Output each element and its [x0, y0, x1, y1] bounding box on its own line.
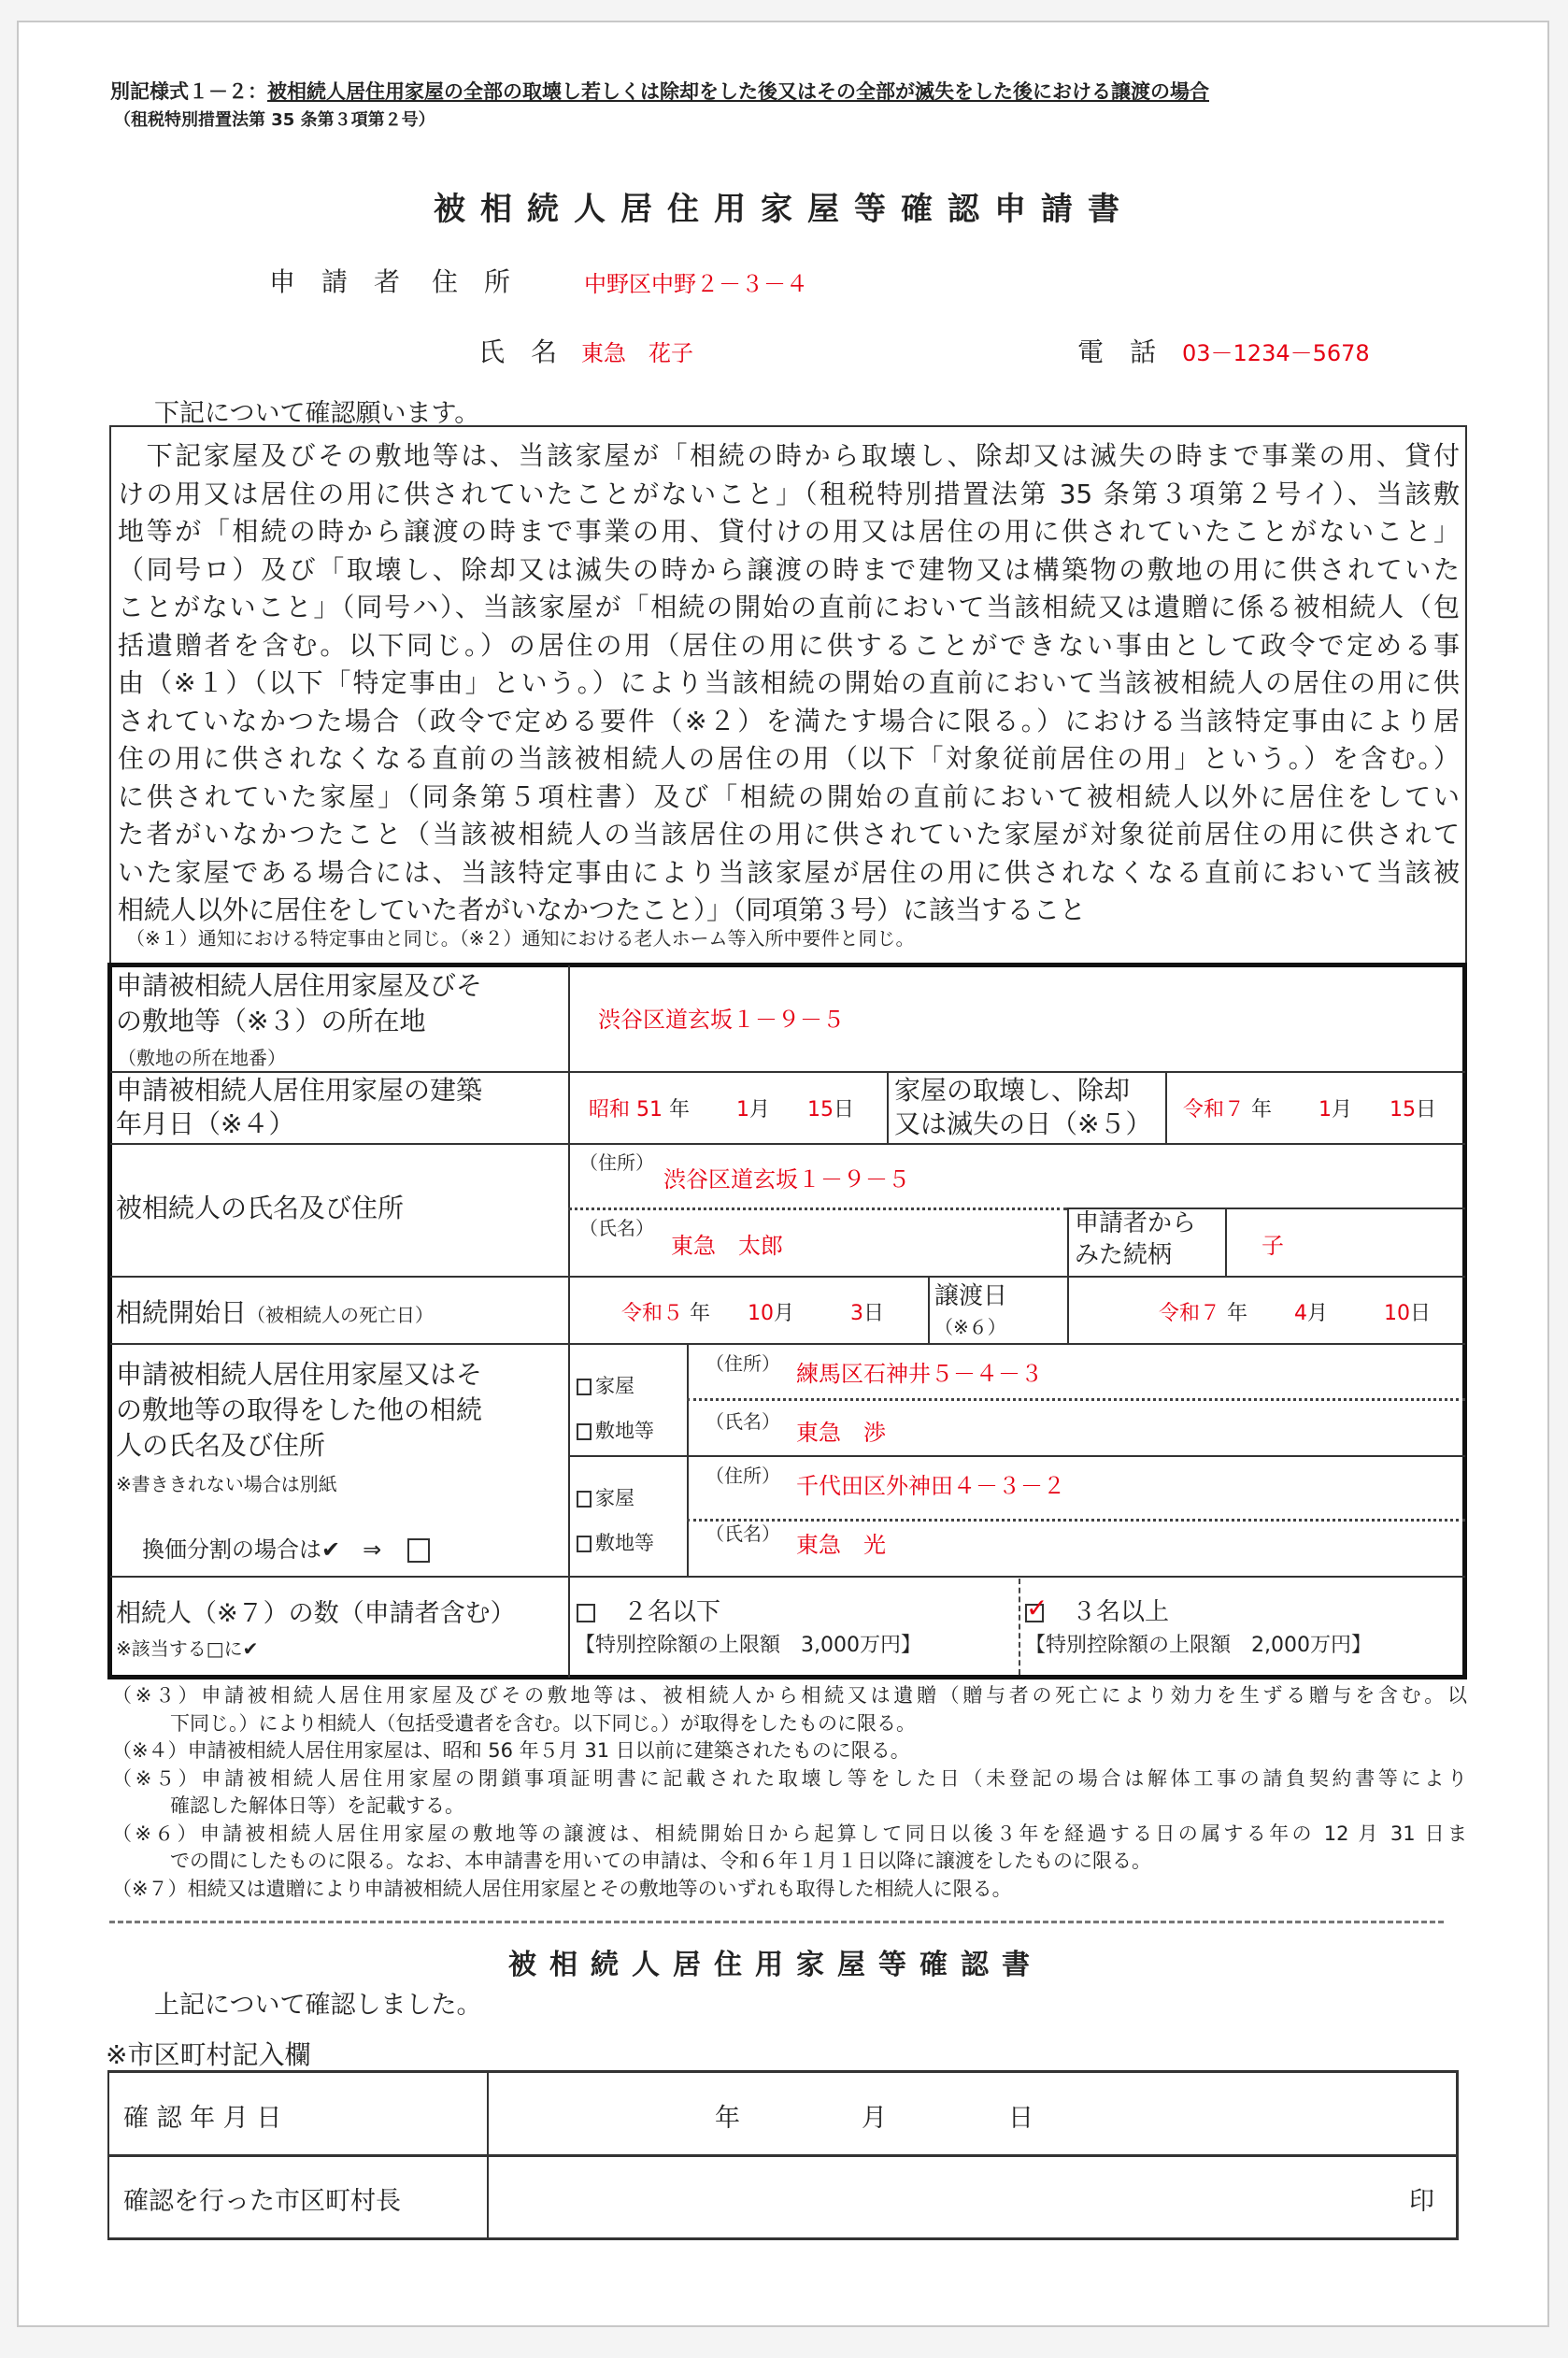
- confirmation-title: 被相続人居住用家屋等確認書: [508, 1949, 1043, 1981]
- heirs-count-note: ※該当する□に✔: [116, 1637, 259, 1660]
- land-checkbox[interactable]: 敷地等: [577, 1416, 654, 1444]
- start-date[interactable]: 令和５ 年 10月 3日: [621, 1302, 885, 1325]
- statement-line: 由（※１）（以下「特定事由」という。）により当該相続の開始の直前において当該被相続人の居住の用に供: [118, 667, 1460, 698]
- checked-checkbox[interactable]: [1025, 1592, 1048, 1623]
- mayor-label: 確認を行った市区町村長: [123, 2187, 401, 2216]
- form-case: 被相続人居住用家屋の全部の取壊し若しくは除却をした後又はその全部が滅失をした後における譲渡の場合: [267, 80, 1209, 103]
- decedent-address[interactable]: 渋谷区道玄坂１－９－５: [663, 1166, 910, 1193]
- checkmark-icon: ✓: [1026, 1592, 1048, 1623]
- demolish-date[interactable]: 令和７ 年 1月 15日: [1183, 1098, 1437, 1122]
- other-heir-name[interactable]: 東急 光: [796, 1532, 886, 1558]
- location-label: の敷地等（※３）の所在地: [116, 1006, 426, 1036]
- other-heirs-note: ※書ききれない場合は別紙: [116, 1473, 337, 1495]
- other-heir-address[interactable]: 練馬区石神井５－４－３: [796, 1361, 1043, 1387]
- statement-line: 相続人以外に居住をしていた者がいなかつたこと）」（同項第３号）に該当すること: [118, 894, 1087, 925]
- other-heirs-label: の敷地等の取得をした他の相続: [116, 1394, 483, 1425]
- applicant-label: 申 請 者: [269, 266, 401, 297]
- page-title: 被相続人居住用家屋等確認申請書: [434, 191, 1134, 228]
- exchange-division-checkbox[interactable]: [407, 1538, 430, 1563]
- property-location[interactable]: 渋谷区道玄坂１－９－５: [598, 1007, 845, 1033]
- name-label: 氏 名: [478, 336, 558, 367]
- option-three-or-more[interactable]: ✓ ３名以上: [1026, 1592, 1170, 1626]
- demolish-date-label: 又は滅失の日（※５）: [894, 1108, 1152, 1139]
- demolish-date-label: 家屋の取壊し、除却: [894, 1075, 1131, 1106]
- other-heirs-label: 申請被相続人居住用家屋又はそ: [116, 1359, 483, 1390]
- confirmation-date-field[interactable]: 年 月 日: [715, 2104, 1033, 2133]
- statement-line: ことがないこと」（同号ハ）、当該家屋が「相続の開始の直前において当該相続又は遺贈に係る被相続人（包: [118, 592, 1460, 622]
- statement-line: た者がいなかつたこと（当該被相続人の当該居住の用に供されていた家屋が対象従前居住の用に供されて: [118, 819, 1460, 850]
- decedent-label: 被相続人の氏名及び住所: [116, 1193, 405, 1223]
- statement-note: （※１）通知における特定事由と同じ。（※２）通知における老人ホーム等入所中要件と同じ。: [126, 927, 915, 950]
- applicant-phone[interactable]: 03－1234－5678: [1182, 340, 1370, 366]
- built-date-label: 申請被相続人居住用家屋の建築: [116, 1075, 483, 1106]
- statement-line: けの用又は居住の用に供されていたことがないこと」（租税特別措置法第 35 条第３項第２号イ）、当該敷: [118, 478, 1460, 509]
- option-two-or-less[interactable]: ２名以下: [577, 1593, 720, 1627]
- checkbox[interactable]: [577, 1604, 595, 1622]
- seal-mark: 印: [1409, 2187, 1434, 2216]
- footnote-line: （※４）申請被相続人居住用家屋は、昭和 56 年５月 31 日以前に建築されたものに限る。: [112, 1739, 910, 1762]
- form-number: 別記様式１－２：: [110, 80, 267, 103]
- footnote-line: （※７）相続又は遺贈により申請被相続人居住用家屋とその敷地等のいずれも取得した相続人に限る。: [112, 1877, 1012, 1900]
- statement-line: いた家屋である場合には、当該特定事由により当該家屋が居住の用に供されなくなる直前において当該被: [118, 856, 1460, 888]
- applicant-name[interactable]: 東急 花子: [581, 340, 693, 366]
- form-heading: [110, 77, 1209, 105]
- heirs-count-label: 相続人（※７）の数（申請者含む）: [116, 1599, 516, 1628]
- relation-label: 申請者から みた続柄: [1075, 1209, 1197, 1269]
- applicant-address[interactable]: 中野区中野２－３－４: [584, 271, 808, 297]
- name-tag: （氏名）: [706, 1522, 780, 1545]
- footnote-line: （※３）申請被相続人居住用家屋及びその敷地等は、被相続人から相続又は遺贈（贈与者の死亡により効力を生ずる贈与を含む。以: [112, 1684, 1467, 1707]
- address-tag: （住所）: [706, 1352, 780, 1375]
- request-text: 下記について確認願います。: [154, 399, 480, 428]
- decedent-name[interactable]: 東急 太郎: [671, 1233, 783, 1259]
- footnotes: [112, 1682, 1467, 1903]
- location-sublabel: （敷地の所在地番）: [118, 1047, 286, 1069]
- land-checkbox[interactable]: 敷地等: [577, 1528, 654, 1556]
- name-tag: （氏名）: [706, 1410, 780, 1433]
- transfer-date[interactable]: 令和７ 年 4月 10日: [1159, 1302, 1432, 1325]
- transfer-date-note: （※６）: [934, 1316, 1006, 1338]
- other-heirs-label: 人の氏名及び住所: [116, 1430, 326, 1461]
- exchange-division: 換価分割の場合は✔ ⇒: [142, 1531, 434, 1564]
- footnote-line: （※６）申請被相続人居住用家屋の敷地等の譲渡は、相続開始日から起算して同日以後３年を経過する日の属する年の 12 月 31 日ま: [112, 1822, 1467, 1845]
- address-label: 住 所: [432, 266, 511, 297]
- start-date-label: 相続開始日（被相続人の死亡日）: [116, 1297, 435, 1328]
- option-two-or-less-limit: 【特別控除額の上限額 3,000万円】: [575, 1634, 921, 1657]
- phone-label: 電 話: [1077, 336, 1157, 367]
- law-reference: （租税特別措置法第 35 条第３項第２号）: [114, 110, 435, 130]
- location-label: 申請被相続人居住用家屋及びそ: [116, 970, 483, 1001]
- statement-line: 括遺贈者を含む。以下同じ。）の居住の用（居住の用に供することができない事由として政令で定める事: [118, 629, 1460, 661]
- footnote-line: （※５）申請被相続人居住用家屋の閉鎖事項証明書に記載された取壊し等をした日（未登記の場合は解体工事の請負契約書等により: [112, 1766, 1467, 1790]
- municipality-section-label: ※市区町村記入欄: [106, 2039, 311, 2070]
- built-date[interactable]: 昭和 51 年 1月 15日: [589, 1098, 855, 1122]
- other-heir-address[interactable]: 千代田区外神田４－３－２: [796, 1473, 1065, 1499]
- name-tag: （氏名）: [579, 1217, 654, 1239]
- footnote-line: 下同じ。）により相続人（包括受遺者を含む。以下同じ。）が取得をしたものに限る。: [170, 1711, 916, 1735]
- statement-line: 地等が「相続の時から譲渡の時まで事業の用、貸付けの用又は居住の用に供されていたことがないこと」: [118, 516, 1460, 547]
- house-checkbox[interactable]: 家屋: [577, 1483, 634, 1511]
- built-date-label: 年月日（※４）: [116, 1108, 295, 1139]
- confirmation-date-label: 確 認 年 月 日: [123, 2104, 282, 2133]
- footnote-line: 確認した解体日等）を記載する。: [170, 1794, 464, 1817]
- statement-line: 下記家屋及びその敷地等は、当該家屋が「相続の時から取壊し、除却又は滅失の時まで事業の用、貸付: [118, 440, 1460, 471]
- statement-line: 住の用に供されなくなる直前の当該被相続人の居住の用（以下「対象従前居住の用」という。）を含む。）: [118, 743, 1460, 774]
- statement-text: [118, 437, 1460, 930]
- transfer-date-label: 譲渡日: [934, 1282, 1008, 1310]
- other-heir-name[interactable]: 東急 渉: [796, 1420, 886, 1446]
- house-checkbox[interactable]: 家屋: [577, 1371, 634, 1399]
- relation-value[interactable]: 子: [1262, 1233, 1284, 1259]
- statement-line: に供されていた家屋」（同条第５項柱書）及び「相続の開始の直前において被相続人以外に居住をしてい: [118, 780, 1460, 812]
- address-tag: （住所）: [706, 1465, 780, 1487]
- statement-line: されていなかつた場合（政令で定める要件（※２）を満たす場合に限る。）における当該特定事由により居: [118, 705, 1460, 736]
- option-three-or-more-limit: 【特別控除額の上限額 2,000万円】: [1025, 1634, 1372, 1657]
- address-tag: （住所）: [579, 1151, 654, 1174]
- confirmation-text: 上記について確認しました。: [154, 1991, 482, 2020]
- statement-line: （同号ロ）及び「取壊し、除却又は滅失の時から譲渡の時まで建物又は構築物の敷地の用に供されていた: [118, 553, 1460, 585]
- footnote-line: での間にしたものに限る。なお、本申請書を用いての申請は、令和６年１月１日以降に譲渡をしたものに限る。: [170, 1850, 1151, 1872]
